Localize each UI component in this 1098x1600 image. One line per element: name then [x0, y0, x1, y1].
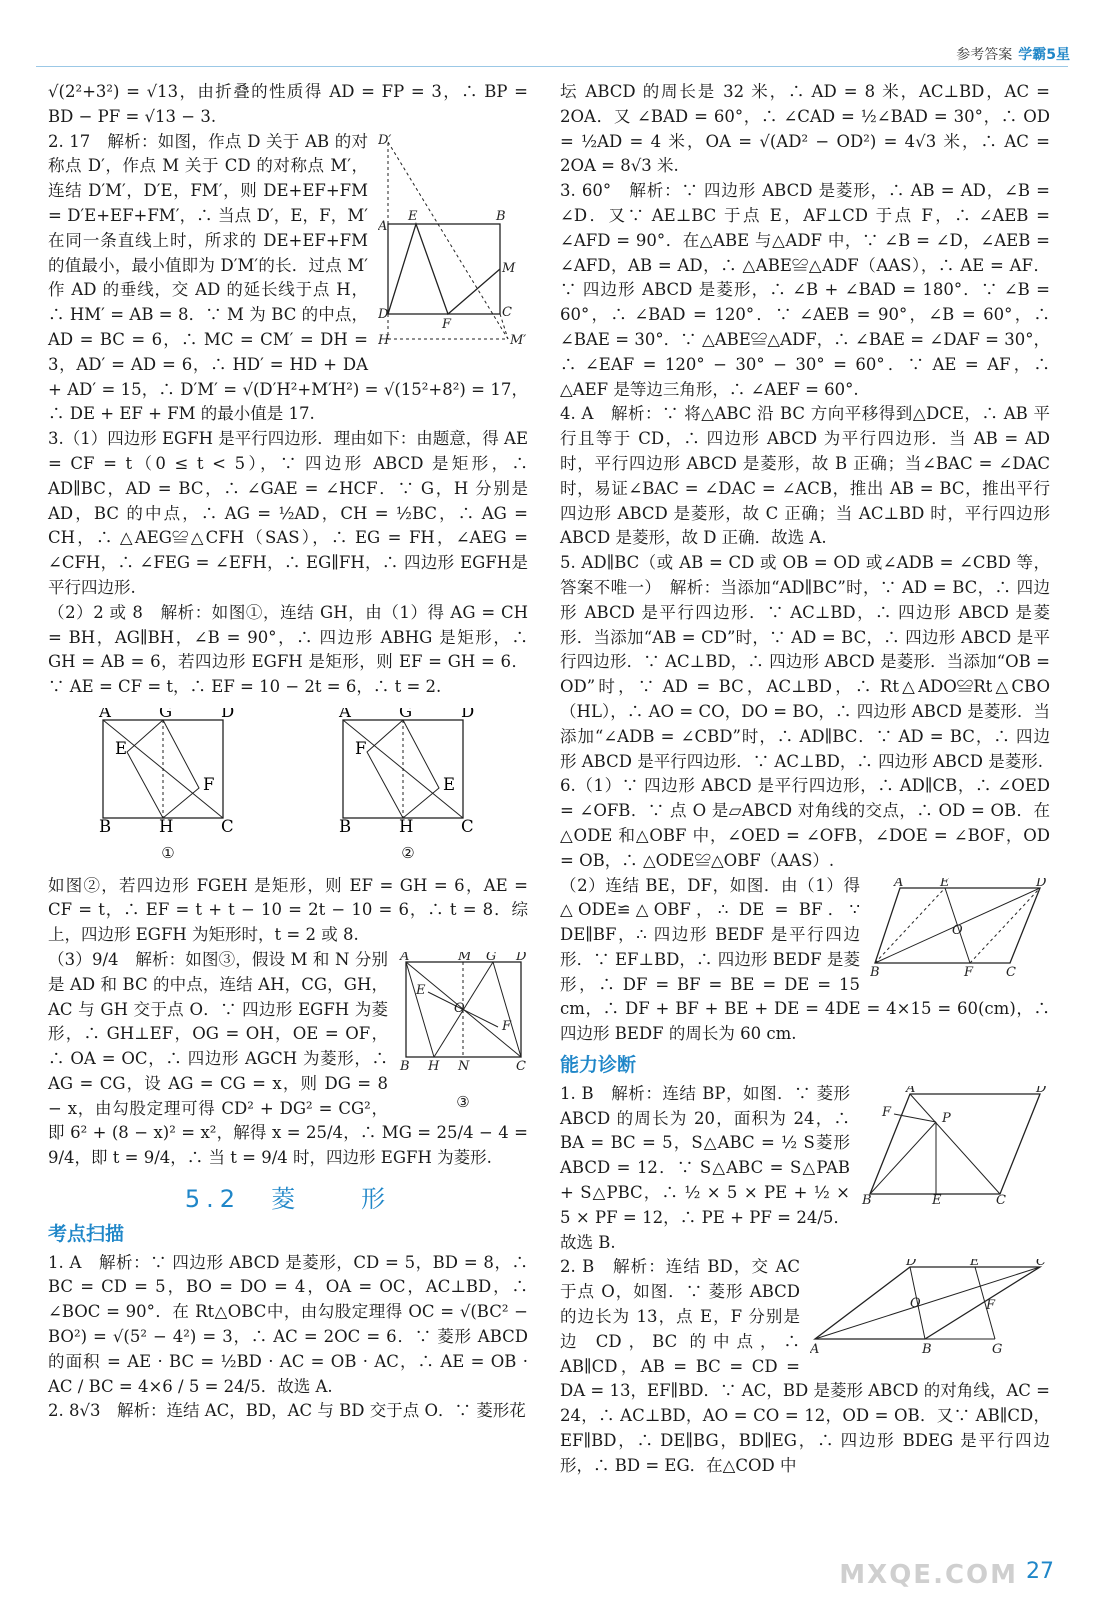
- svg-text:A: A: [378, 218, 388, 234]
- svg-text:F: F: [502, 1018, 512, 1034]
- page-header: [956, 44, 1070, 64]
- right-para-3: 4. A 解析：∵ 将△ABC 沿 BC 方向平移得到△DCE，∴ AB 平行且等于 CD，∴ 四边形 ABCD 为平行四边形．当 AB = AD 时，平行四边形 ABCD 是菱形，故 B 正确；当∠BAC = ∠DAC 时，易证∠BAC = ∠DAC = ∠ACB，推出 AB = BC，推出平行四边形 ABCD 是菱形，故 C 正确；当 AC⊥BD 时，平行四边形 ABCD 是菱形，故 D 正确．故选 A.: [560, 404, 1050, 548]
- svg-text:C: C: [461, 816, 474, 833]
- svg-text:C: C: [221, 816, 234, 833]
- svg-text:M′: M′: [510, 332, 527, 348]
- figure-3: [398, 952, 528, 1115]
- svg-text:G: G: [992, 1342, 1003, 1355]
- svg-text:B: B: [339, 816, 352, 833]
- watermark: MXQE.COM: [839, 1560, 1018, 1590]
- svg-text:C: C: [516, 1058, 526, 1074]
- svg-text:E: E: [416, 982, 426, 998]
- left-para-5: 如图②，若四边形 FGEH 是矩形，则 EF = GH = 6，AE = CF = t，∴ EF = t + t − 10 = 2t − 10 = 6，∴ t = 8．综上，四边形 EGFH 为矩形时，t = 2 或 8.: [48, 875, 528, 945]
- left-para-2: 2. 17 解析：如图，作点 D 关于 AB 的对称点 D′，作点 M 关于 CD 的对称点 M′，连结 D′M′，D′E，FM′，则 DE+EF+FM = D′E+EF+FM′，∴ 当点 D′，E，F，M′在同一条直线上时，所求的 DE+EF+FM 的值最小，最小值即为 D′M′的长．过点 M′作 AD 的垂线，交 AD 的延长线于点 H，∴ HM′ = AB = 8．∵ M 为 BC 的中点，AD = BC = 6，∴ MC = CM′ = DH = 3，AD′ = AD = 6，∴ HD′ = HD + DA + AD′ = 15，∴ D′M′ = √(D′H²+M′H²) = √(15²+8²) = 17，∴ DE + EF + FM 的最小值是 17.: [48, 131, 528, 424]
- svg-text:O: O: [952, 922, 963, 938]
- svg-text:H: H: [159, 816, 174, 833]
- svg-text:F: F: [355, 738, 367, 758]
- figure-2: [333, 708, 483, 866]
- svg-text:E: E: [408, 208, 418, 224]
- svg-text:G: G: [486, 951, 497, 964]
- svg-text:M: M: [458, 951, 472, 964]
- svg-text:H: H: [378, 332, 390, 348]
- svg-text:C: C: [1006, 964, 1016, 978]
- heading-nengli: 能力诊断: [560, 1054, 637, 1077]
- section-title: 5.2 菱 形: [184, 1185, 392, 1214]
- svg-text:F: F: [203, 774, 215, 794]
- right-para-8: 2. B 解析：连结 BD，交 AC 于点 O，如图．∵ 菱形 ABCD 的边长为 13，点 E，F 分别是边 CD，BC 的中点，∴ AB∥CD，AB = BC = CD = DA = 13，EF∥BD．∵ AC，BD 是菱形 ABCD 的对角线，AC = 24，∴ AC⊥BD，AO = CO = 12，OD = OB．又∵ AB∥CD，EF∥BD，∴ DE∥BG，BD∥EG，∴ 四边形 BDEG 是平行四边形，∴ BD = EG．在△COD 中: [560, 1257, 1050, 1475]
- svg-text:A: A: [894, 877, 904, 890]
- right-para-7: 1. B 解析：连结 BP，如图．∵ 菱形 ABCD 的周长为 20，面积为 24，∴ BA = BC = 5，S△ABC = ½ S菱形ABCD = 12．∵ S△ABC = S△PAB + S△PBC，∴ ½ × 5 × PE + ½ × 5 × PF = 12，∴ PE + PF = 24/5．故选 B.: [560, 1083, 850, 1252]
- left-para-6: （3）9/4 解析：如图③，假设 M 和 N 分别是 AD 和 BC 的中点，连结 AH，CG，GH，AC 与 GH 交于点 O．∵ 四边形 EGFH 为菱形，∴ GH⊥EF，OG = OH，OE = OF，∴ OA = OC，∴ 四边形 AGCH 为菱形，∴ AG = CG，设 AG = CG = x，则 DG = 8 − x，由勾股定理可得 CD² + DG² = CG²，即 6² + (8 − x)² = x²，解得 x = 25/4，∴ MG = 25/4 − 4 = 9/4，即 t = 9/4，∴ 当 t = 9/4 时，四边形 EGFH 为菱形.: [48, 949, 528, 1168]
- svg-text:E: E: [443, 774, 456, 794]
- svg-text:A: A: [400, 951, 410, 964]
- page-number: 27: [1026, 1559, 1054, 1584]
- svg-text:C: C: [502, 304, 512, 320]
- figure-rhombus-bdeg: [810, 1259, 1050, 1362]
- left-para-8: 2. 8√3 解析：连结 AC，BD，AC 与 BD 交于点 O．∵ 菱形花: [48, 1401, 526, 1421]
- left-para-3: 3.（1）四边形 EGFH 是平行四边形．理由如下：由题意，得 AE = CF = t（0 ≤ t < 5），∵ 四边形 ABCD 是矩形，∴ AD∥BC，AD = BC，∴ ∠GAE = ∠HCF．∵ G，H 分别是 AD，BC 的中点，∴ AG = ½AD，CH = ½BC，∴ AG = CH，∴ △AEG≌△CFH（SAS），∴ EG = FH，∠AEG = ∠CFH，∴ ∠FEG = ∠EFH，∴ EG∥FH，∴ 四边形 EGFH是平行四边形.: [48, 429, 528, 597]
- right-para-6: （2）连结 BE，DF，如图．由（1）得△ODE≌△OBF，∴ DE = BF．∵ DE∥BF，∴ 四边形 BEDF 是平行四边形．∵ EF⊥BD，∴ 四边形 BEDF 是菱形，∴ DF = BF = BE = DE = 15 cm，∴ DF + BF + BE + DE = 4DE = 4×15 = 60(cm)，∴ 四边形 BEDF 的周长为 60 cm.: [560, 875, 1050, 1044]
- right-para-2: 3. 60° 解析：∵ 四边形 ABCD 是菱形，∴ AB = AD，∠B = ∠D．又∵ AE⊥BC 于点 E，AF⊥CD 于点 F，∴ ∠AEB = ∠AFD = 90°．在△ABE 与△ADF 中，∵ ∠B = ∠D，∠AEB = ∠AFD，AB = AD，∴ △ABE≌△ADF（AAS），∴ AE = AF．∵ 四边形 ABCD 是菱形，∴ ∠B + ∠BAD = 180°．∵ ∠B = 60°，∴ ∠BAD = 120°．∵ ∠AEB = 90°，∠B = 60°，∴ ∠BAE = 30°．∵ △ABE≌△ADF，∴ ∠BAE = ∠DAF = 30°，∴ ∠EAF = 120° − 30° − 30° = 60°．∵ AE = AF，∴ △AEF 是等边三角形，∴ ∠AEF = 60°.: [560, 181, 1050, 399]
- figure-rhombus-p: [860, 1086, 1050, 1214]
- svg-text:D: D: [221, 707, 235, 721]
- header-brand: 学霸5星: [1018, 47, 1070, 63]
- svg-text:H: H: [399, 816, 414, 833]
- svg-text:N: N: [458, 1058, 470, 1074]
- svg-text:C: C: [1036, 1259, 1046, 1270]
- svg-text:F: F: [882, 1104, 892, 1120]
- right-para-4: 5. AD∥BC（或 AB = CD 或 OB = OD 或∠ADB = ∠CBD 等，答案不唯一） 解析：当添加“AD∥BC”时，∵ AD = BC，∴ 四边形 ABCD 是平行四边形．∵ AC⊥BD，∴ 四边形 ABCD 是菱形．当添加“AB = CD”时，∵ AD = BC，∴ 四边形 ABCD 是平行四边形．∵ AC⊥BD，∴ 四边形 ABCD 是菱形．当添加“OB = OD”时，∵ AD = BC，AC⊥BD，∴ Rt△ADO≌Rt△CBO（HL），∴ AO = CO，DO = BO，∴ 四边形 ABCD 是菱形．当添加“∠ADB = ∠CBD”时，∴ AD∥BC．∵ AD = BC，∴ 四边形 ABCD 是平行四边形．∵ AC⊥BD，∴ 四边形 ABCD 是菱形.: [560, 553, 1050, 771]
- header-label: 参考答案: [956, 47, 1013, 63]
- svg-text:D: D: [1036, 1085, 1047, 1096]
- svg-text:E: E: [932, 1192, 942, 1206]
- figure-3-caption: ③: [456, 1092, 470, 1111]
- svg-text:B: B: [400, 1058, 410, 1074]
- svg-text:A: A: [906, 1085, 916, 1096]
- svg-text:F: F: [442, 316, 452, 332]
- svg-text:B: B: [496, 208, 506, 224]
- svg-text:B: B: [862, 1192, 872, 1206]
- svg-text:E: E: [940, 877, 950, 890]
- figure-row-rectangles: [48, 708, 528, 866]
- svg-text:H: H: [428, 1058, 440, 1074]
- svg-text:O: O: [454, 1000, 465, 1016]
- svg-text:G: G: [399, 707, 413, 721]
- svg-text:B: B: [870, 964, 880, 978]
- right-para-5: 6.（1）∵ 四边形 ABCD 是平行四边形，∴ AD∥CB，∴ ∠OED = ∠OFB．∵ 点 O 是▱ABCD 对角线的交点，∴ OD = OB．在△ODE 和△OBF 中，∠OED = ∠OFB，∠DOE = ∠BOF，OD = OB，∴ △ODE≌△OBF（AAS）.: [560, 776, 1050, 870]
- right-para-1: 坛 ABCD 的周长是 32 米，∴ AD = 8 米，AC⊥BD，AC = 2OA．又 ∠BAD = 60°，∴ ∠CAD = ½∠BAD = 30°，∴ OD = ½AD = 4 米，OA = √(AD² − OD²) = 4√3 米，∴ AC = 2OA = 8√3 米.: [560, 82, 1050, 176]
- svg-text:E: E: [970, 1259, 980, 1270]
- svg-text:E: E: [115, 738, 128, 758]
- left-para-1: √(2²+3²) = √13，由折叠的性质得 AD = FP = 3，∴ BP = BD − PF = √13 − 3.: [48, 82, 528, 126]
- svg-text:C: C: [996, 1192, 1006, 1206]
- left-para-7: 1. A 解析：∵ 四边形 ABCD 是菱形，CD = 5，BD = 8，∴ BC = CD = 5，BO = DO = 4，OA = OC，AC⊥BD，∴ ∠BOC = 90°．在 Rt△OBC中，由勾股定理得 OC = √(BC² − BO²) = √(5² − 4²) = 3，∴ AC = 2OC = 6．∵ 菱形 ABCD 的面积 = AE · BC = ½BD · AC = OB · AC，∴ AE = OB · AC / BC = 4×6 / 5 = 24/5．故选 A.: [48, 1252, 528, 1396]
- svg-text:D: D: [378, 306, 389, 322]
- svg-text:M: M: [502, 260, 516, 276]
- figure-1: [93, 708, 243, 866]
- svg-text:A: A: [339, 707, 351, 721]
- figure-2-caption: ②: [401, 843, 415, 862]
- svg-text:D: D: [1036, 877, 1047, 890]
- svg-text:A: A: [99, 707, 111, 721]
- svg-text:D: D: [461, 707, 475, 721]
- svg-text:F: F: [986, 1298, 996, 1314]
- svg-text:D: D: [906, 1259, 917, 1270]
- left-column: [48, 80, 528, 1424]
- svg-text:P: P: [942, 1110, 951, 1126]
- svg-text:O: O: [910, 1296, 921, 1312]
- svg-text:A: A: [810, 1342, 820, 1355]
- svg-text:D′: D′: [378, 133, 392, 148]
- svg-text:F: F: [964, 964, 974, 978]
- figure-parallelogram: [870, 878, 1050, 986]
- svg-text:D: D: [516, 951, 527, 964]
- heading-kaodian: 考点扫描: [48, 1222, 125, 1245]
- left-para-4: （2）2 或 8 解析：如图①，连结 GH，由（1）得 AG = CH = BH，AG∥BH，∠B = 90°，∴ 四边形 ABHG 是矩形，∴ GH = AB = 6，若四边形 EGFH 是矩形，则 EF = GH = 6．∵ AE = CF = t，∴ EF = 10 − 2t = 6，∴ t = 2.: [48, 602, 528, 697]
- figure-1-caption: ①: [161, 843, 175, 862]
- svg-text:G: G: [159, 707, 173, 721]
- svg-text:B: B: [99, 816, 112, 833]
- right-column: [560, 80, 1050, 1479]
- svg-text:B: B: [922, 1342, 932, 1355]
- figure-reflection: [378, 134, 528, 362]
- header-divider: [36, 66, 1068, 67]
